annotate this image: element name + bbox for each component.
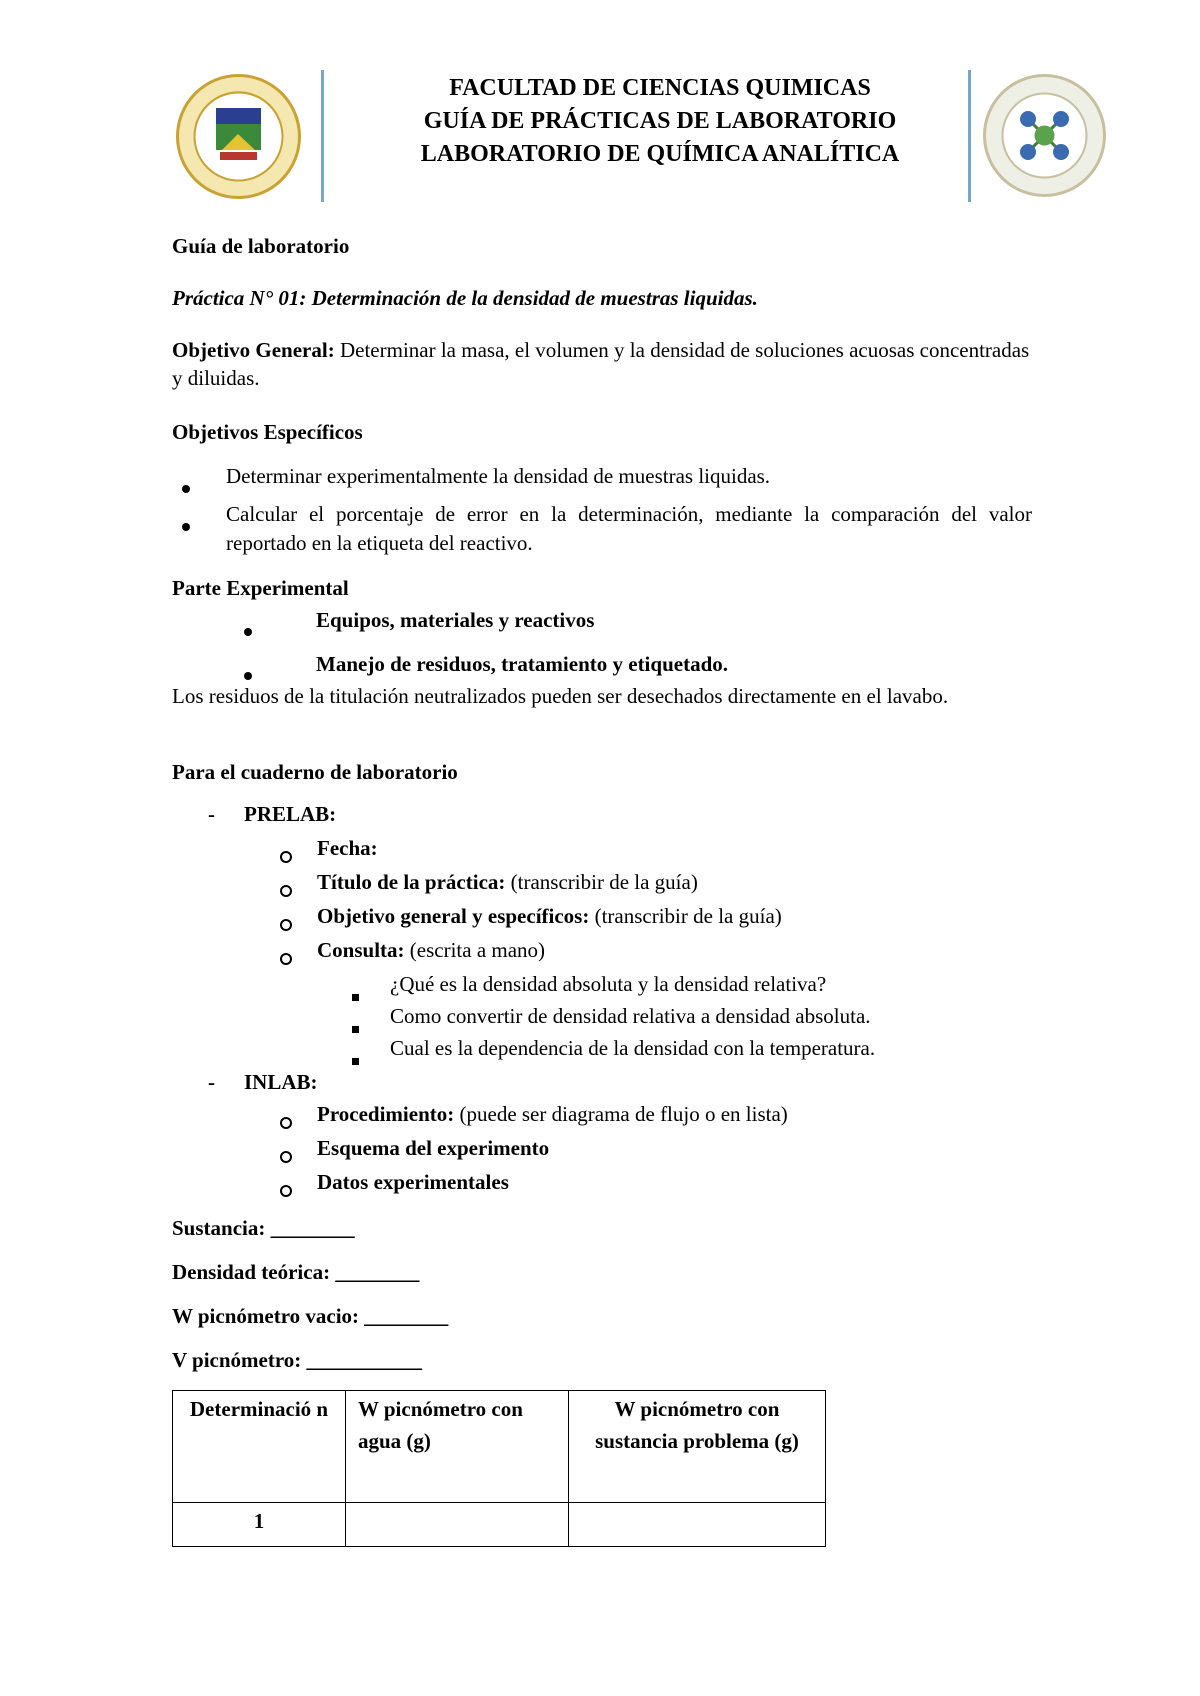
circle-bullet-icon [280, 919, 292, 931]
consulta-list [352, 970, 875, 1066]
inlab-item-text: (puede ser diagrama de flujo o en lista) [454, 1102, 788, 1126]
prelab-item-text: (escrita a mano) [404, 938, 546, 962]
consulta-item-2: Como convertir de densidad relativa a densidad absoluta. [390, 1004, 871, 1028]
table-header-cell: Determinació n [173, 1391, 346, 1503]
university-seal-logo [176, 74, 301, 199]
prelab-list [280, 834, 782, 970]
header-divider-left [321, 70, 324, 202]
list-item [352, 1002, 875, 1034]
field-sustancia[interactable]: Sustancia: ________ [172, 1216, 355, 1240]
circle-bullet-icon [280, 1117, 292, 1129]
list-item [280, 902, 782, 936]
bullet-icon [182, 523, 190, 531]
experimental-heading: Parte Experimental [172, 576, 349, 600]
experimental-item-1: Equipos, materiales y reactivos [316, 608, 595, 632]
consulta-item-3: Cual es la dependencia de la densidad con la temperatura. [390, 1036, 876, 1060]
inlab-section: - INLAB: [208, 1070, 318, 1094]
prelab-section: - PRELAB: [208, 802, 337, 826]
experimental-list [244, 606, 728, 688]
circle-bullet-icon [280, 953, 292, 965]
notebook-heading: Para el cuaderno de laboratorio [172, 760, 458, 784]
header-title [340, 72, 980, 171]
header-line-3: LABORATORIO DE QUÍMICA ANALÍTICA [420, 141, 900, 167]
objective-general-label: Objetivo General: [172, 338, 335, 362]
list-item [280, 1168, 788, 1202]
inlab-item-label: Esquema del experimento [317, 1136, 550, 1160]
table-header-cell: W picnómetro con sustancia problema (g) [569, 1391, 826, 1503]
specific-objectives-list [172, 462, 1032, 557]
specific-objective-1: Determinar experimentalmente la densidad de muestras liquidas. [226, 464, 771, 488]
objective-general [172, 336, 1032, 393]
table-cell[interactable] [569, 1503, 826, 1547]
list-item [172, 500, 1032, 557]
field-densidad-teorica[interactable]: Densidad teórica: ________ [172, 1260, 420, 1284]
header-line-1: FACULTAD DE CIENCIAS QUIMICAS [449, 75, 871, 101]
inlab-item-label: Datos experimentales [317, 1170, 509, 1194]
table-header-row [173, 1391, 826, 1503]
objective-general-text: Determinar la masa, el volumen y la densidad de soluciones acuosas concentradas y diluidas. [172, 338, 1030, 391]
inlab-list [280, 1100, 788, 1202]
field-v-picnometro[interactable]: V picnómetro: ___________ [172, 1348, 423, 1372]
prelab-item-label: Objetivo general y específicos: [317, 904, 590, 928]
prelab-item-label: Fecha: [317, 836, 378, 860]
prelab-label: PRELAB: [244, 802, 337, 826]
header-divider-right [968, 70, 971, 202]
inlab-item-label: Procedimiento: [317, 1102, 455, 1126]
header-line-2: GUÍA DE PRÁCTICAS DE LABORATORIO [423, 108, 897, 134]
table-row [173, 1503, 826, 1547]
square-bullet-icon [352, 1058, 359, 1065]
table-header-cell: W picnómetro con agua (g) [346, 1391, 569, 1503]
bullet-icon [244, 628, 252, 636]
data-table [172, 1390, 826, 1547]
list-item [352, 1034, 875, 1066]
field-w-picnometro-vacio[interactable]: W picnómetro vacio: ________ [172, 1304, 449, 1328]
list-item [280, 868, 782, 902]
list-item [280, 1134, 788, 1168]
circle-bullet-icon [280, 885, 292, 897]
waste-paragraph: Los residuos de la titulación neutralizados pueden ser desechados directamente en el lavabo. [172, 684, 949, 708]
list-item [172, 462, 1032, 500]
list-item [280, 1100, 788, 1134]
experimental-item-2: Manejo de residuos, tratamiento y etiquetado. [316, 652, 728, 677]
bullet-icon [182, 485, 190, 493]
prelab-item-label: Título de la práctica: [317, 870, 506, 894]
prelab-item-text: (transcribir de la guía) [505, 870, 698, 894]
circle-bullet-icon [280, 1151, 292, 1163]
practice-title: Práctica N° 01: Determinación de la densidad de muestras liquidas. [172, 286, 758, 310]
list-item [352, 970, 875, 1002]
prelab-item-text: (transcribir de la guía) [589, 904, 782, 928]
faculty-seal-logo [983, 74, 1106, 197]
list-item [244, 606, 728, 643]
table-cell[interactable]: 1 [173, 1503, 346, 1547]
circle-bullet-icon [280, 1185, 292, 1197]
square-bullet-icon [352, 1026, 359, 1033]
prelab-item-label: Consulta: [317, 938, 405, 962]
table-cell[interactable] [346, 1503, 569, 1547]
guide-label: Guía de laboratorio [172, 234, 350, 258]
specific-objective-2: Calcular el porcentaje de error en la determinación, mediante la comparación del valor reportado en la etiqueta del reactivo. [226, 502, 1032, 555]
specific-objectives-heading: Objetivos Específicos [172, 420, 363, 444]
circle-bullet-icon [280, 851, 292, 863]
inlab-label: INLAB: [244, 1070, 318, 1094]
list-item [280, 834, 782, 868]
list-item [280, 936, 782, 970]
square-bullet-icon [352, 994, 359, 1001]
consulta-item-1: ¿Qué es la densidad absoluta y la densidad relativa? [390, 972, 827, 996]
